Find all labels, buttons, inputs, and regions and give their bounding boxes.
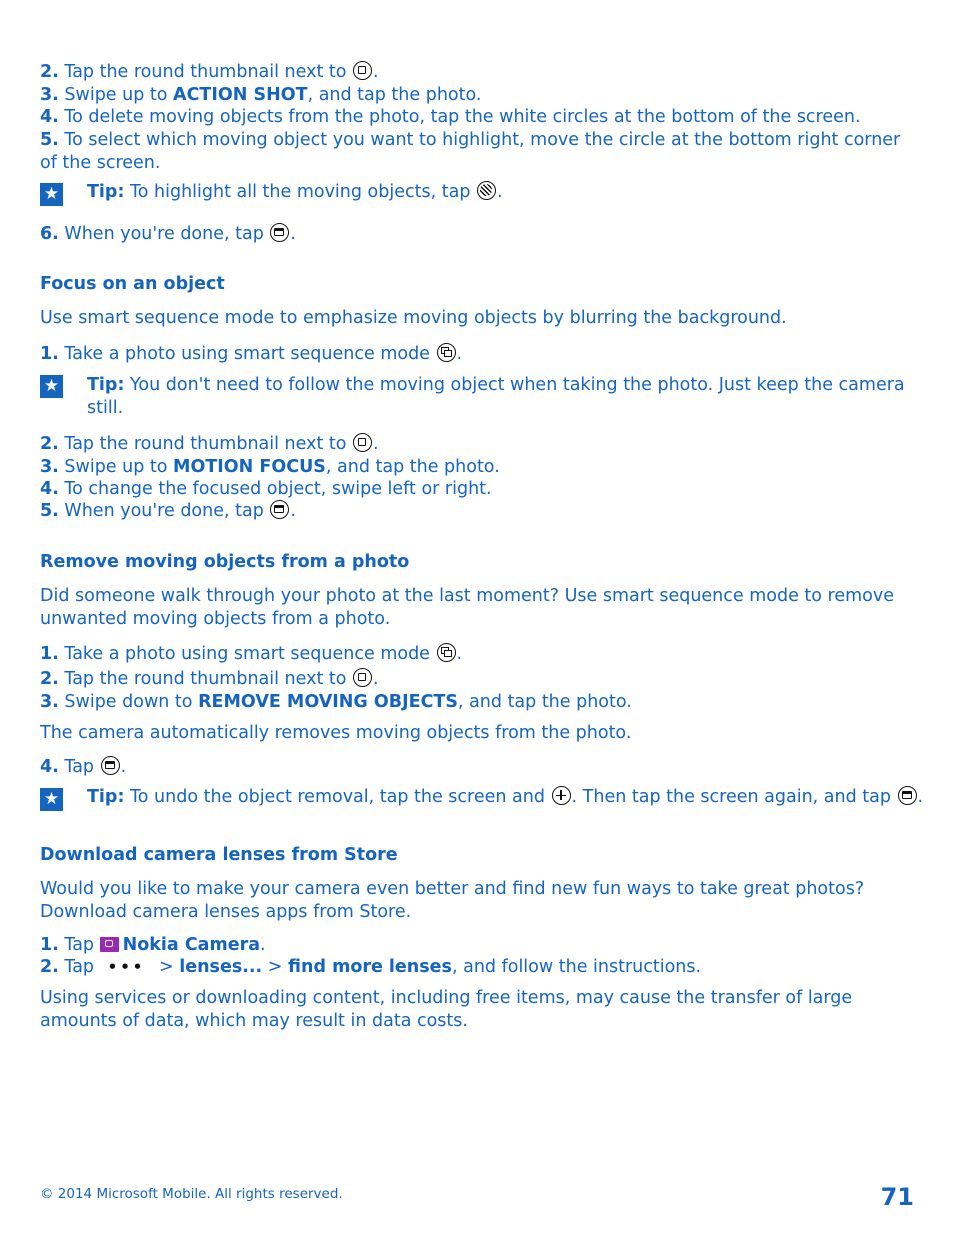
step-number: 6. xyxy=(40,224,59,244)
step-number: 1. xyxy=(40,644,59,664)
step-1-open-app xyxy=(40,934,916,957)
step-number: 4. xyxy=(40,757,59,777)
step-number: 2. xyxy=(40,434,59,454)
page-number: 71 xyxy=(880,1183,914,1211)
period: . xyxy=(290,501,296,521)
menu-term: find more lenses xyxy=(288,957,452,977)
section-note: The camera automatically removes moving objects from the photo. xyxy=(40,723,632,743)
tip-highlight-all xyxy=(87,181,916,204)
step-text: To delete moving objects from the photo, tap the white circles at the bottom of the screen. xyxy=(64,107,861,127)
step-text: Tap xyxy=(64,957,95,977)
step-3-remove-objects xyxy=(40,691,916,714)
step-2-tap-thumbnail xyxy=(40,61,916,84)
tip-text: . Then tap the screen again, and tap xyxy=(571,787,891,807)
smart-sequence-icon xyxy=(437,343,456,362)
save-icon xyxy=(270,223,289,242)
tip-text: You don't need to follow the moving object when taking the photo. Just keep the camera still. xyxy=(87,375,905,418)
step-text: To change the focused object, swipe left or right. xyxy=(64,479,492,499)
step-number: 3. xyxy=(40,692,59,712)
step-3-action-shot xyxy=(40,84,916,107)
step-5-done xyxy=(40,500,916,523)
step-4-change-focus xyxy=(40,478,916,501)
step-4-tap-save xyxy=(40,756,916,779)
period: . xyxy=(290,224,296,244)
tip-label: Tip: xyxy=(87,182,125,202)
ui-term: MOTION FOCUS xyxy=(173,457,326,477)
tip-label: Tip: xyxy=(87,375,125,395)
star-icon: ★ xyxy=(40,183,63,206)
step-1-smart-sequence xyxy=(40,343,916,366)
period: . xyxy=(917,787,924,807)
step-text: Swipe down to xyxy=(64,692,193,712)
tip-label: Tip: xyxy=(87,787,125,807)
step-text: Take a photo using smart sequence mode xyxy=(64,344,430,364)
step-text: Take a photo using smart sequence mode xyxy=(64,644,430,664)
period: . xyxy=(373,62,379,82)
step-text: Tap xyxy=(64,935,95,955)
step-4-delete-objects xyxy=(40,106,916,129)
step-number: 4. xyxy=(40,107,59,127)
save-icon xyxy=(898,786,917,805)
step-number: 3. xyxy=(40,457,59,477)
tip-undo-removal xyxy=(87,786,924,809)
highlight-all-icon xyxy=(477,181,496,200)
step-text: Swipe up to xyxy=(64,85,168,105)
step-number: 4. xyxy=(40,479,59,499)
step-text: Tap the round thumbnail next to xyxy=(64,434,347,454)
save-icon xyxy=(101,756,120,775)
step-text: , and tap the photo. xyxy=(307,85,482,105)
separator: > xyxy=(158,957,174,977)
step-number: 1. xyxy=(40,935,59,955)
data-cost-note: Using services or downloading content, including free items, may cause the transfer of large amounts of data, which may result in data costs. xyxy=(40,988,853,1031)
step-2-find-lenses xyxy=(40,956,916,979)
step-text: To select which moving object you want to highlight, move the circle at the bottom right corner of the screen. xyxy=(40,130,901,173)
tip-text: To highlight all the moving objects, tap xyxy=(130,182,471,202)
ui-term: ACTION SHOT xyxy=(173,85,308,105)
step-text: , and tap the photo. xyxy=(325,457,500,477)
step-number: 2. xyxy=(40,62,59,82)
step-number: 5. xyxy=(40,501,59,521)
step-text: Tap the round thumbnail next to xyxy=(64,669,347,689)
more-icon: ••• xyxy=(107,958,146,976)
period: . xyxy=(120,757,127,777)
star-icon: ★ xyxy=(40,375,63,398)
section-heading: Remove moving objects from a photo xyxy=(40,552,410,572)
step-number: 2. xyxy=(40,957,59,977)
tip-text: To undo the object removal, tap the screen and xyxy=(130,787,545,807)
section-intro: Would you like to make your camera even better and find new fun ways to take great photos? Download camera lenses apps from Store. xyxy=(40,879,865,922)
step-text: Swipe up to xyxy=(64,457,168,477)
step-3-motion-focus xyxy=(40,456,916,479)
period: . xyxy=(260,935,266,955)
step-text: When you're done, tap xyxy=(64,224,264,244)
thumbnail-icon xyxy=(353,433,372,452)
nokia-camera-icon xyxy=(100,937,119,952)
step-number: 3. xyxy=(40,85,59,105)
star-icon: ★ xyxy=(40,788,63,811)
period: . xyxy=(373,434,379,454)
copyright: © 2014 Microsoft Mobile. All rights reserved. xyxy=(40,1186,343,1202)
section-heading: Download camera lenses from Store xyxy=(40,845,398,865)
menu-term: lenses... xyxy=(179,957,263,977)
section-intro: Did someone walk through your photo at the last moment? Use smart sequence mode to remove unwanted moving objects from a photo. xyxy=(40,586,895,629)
add-icon xyxy=(552,786,571,805)
thumbnail-icon xyxy=(353,61,372,80)
app-name: Nokia Camera xyxy=(122,935,261,955)
thumbnail-icon xyxy=(353,668,372,687)
section-intro: Use smart sequence mode to emphasize moving objects by blurring the background. xyxy=(40,308,787,328)
step-text: Tap the round thumbnail next to xyxy=(64,62,347,82)
smart-sequence-icon xyxy=(437,643,456,662)
save-icon xyxy=(270,500,289,519)
period: . xyxy=(373,669,379,689)
step-1-smart-sequence xyxy=(40,643,916,666)
step-number: 2. xyxy=(40,669,59,689)
step-2-tap-thumbnail xyxy=(40,433,916,456)
step-number: 5. xyxy=(40,130,59,150)
section-heading: Focus on an object xyxy=(40,274,225,294)
step-text: When you're done, tap xyxy=(64,501,264,521)
period: . xyxy=(456,344,463,364)
ui-term: REMOVE MOVING OBJECTS xyxy=(198,692,458,712)
period: . xyxy=(456,644,463,664)
step-number: 1. xyxy=(40,344,59,364)
step-6-done xyxy=(40,223,916,246)
step-text: Tap xyxy=(64,757,95,777)
step-2-tap-thumbnail xyxy=(40,668,916,691)
tip-follow-object xyxy=(87,374,916,419)
period: . xyxy=(497,182,503,202)
step-5-select-object xyxy=(40,129,916,174)
separator: > xyxy=(267,957,283,977)
step-text: , and follow the instructions. xyxy=(451,957,702,977)
step-text: , and tap the photo. xyxy=(457,692,632,712)
